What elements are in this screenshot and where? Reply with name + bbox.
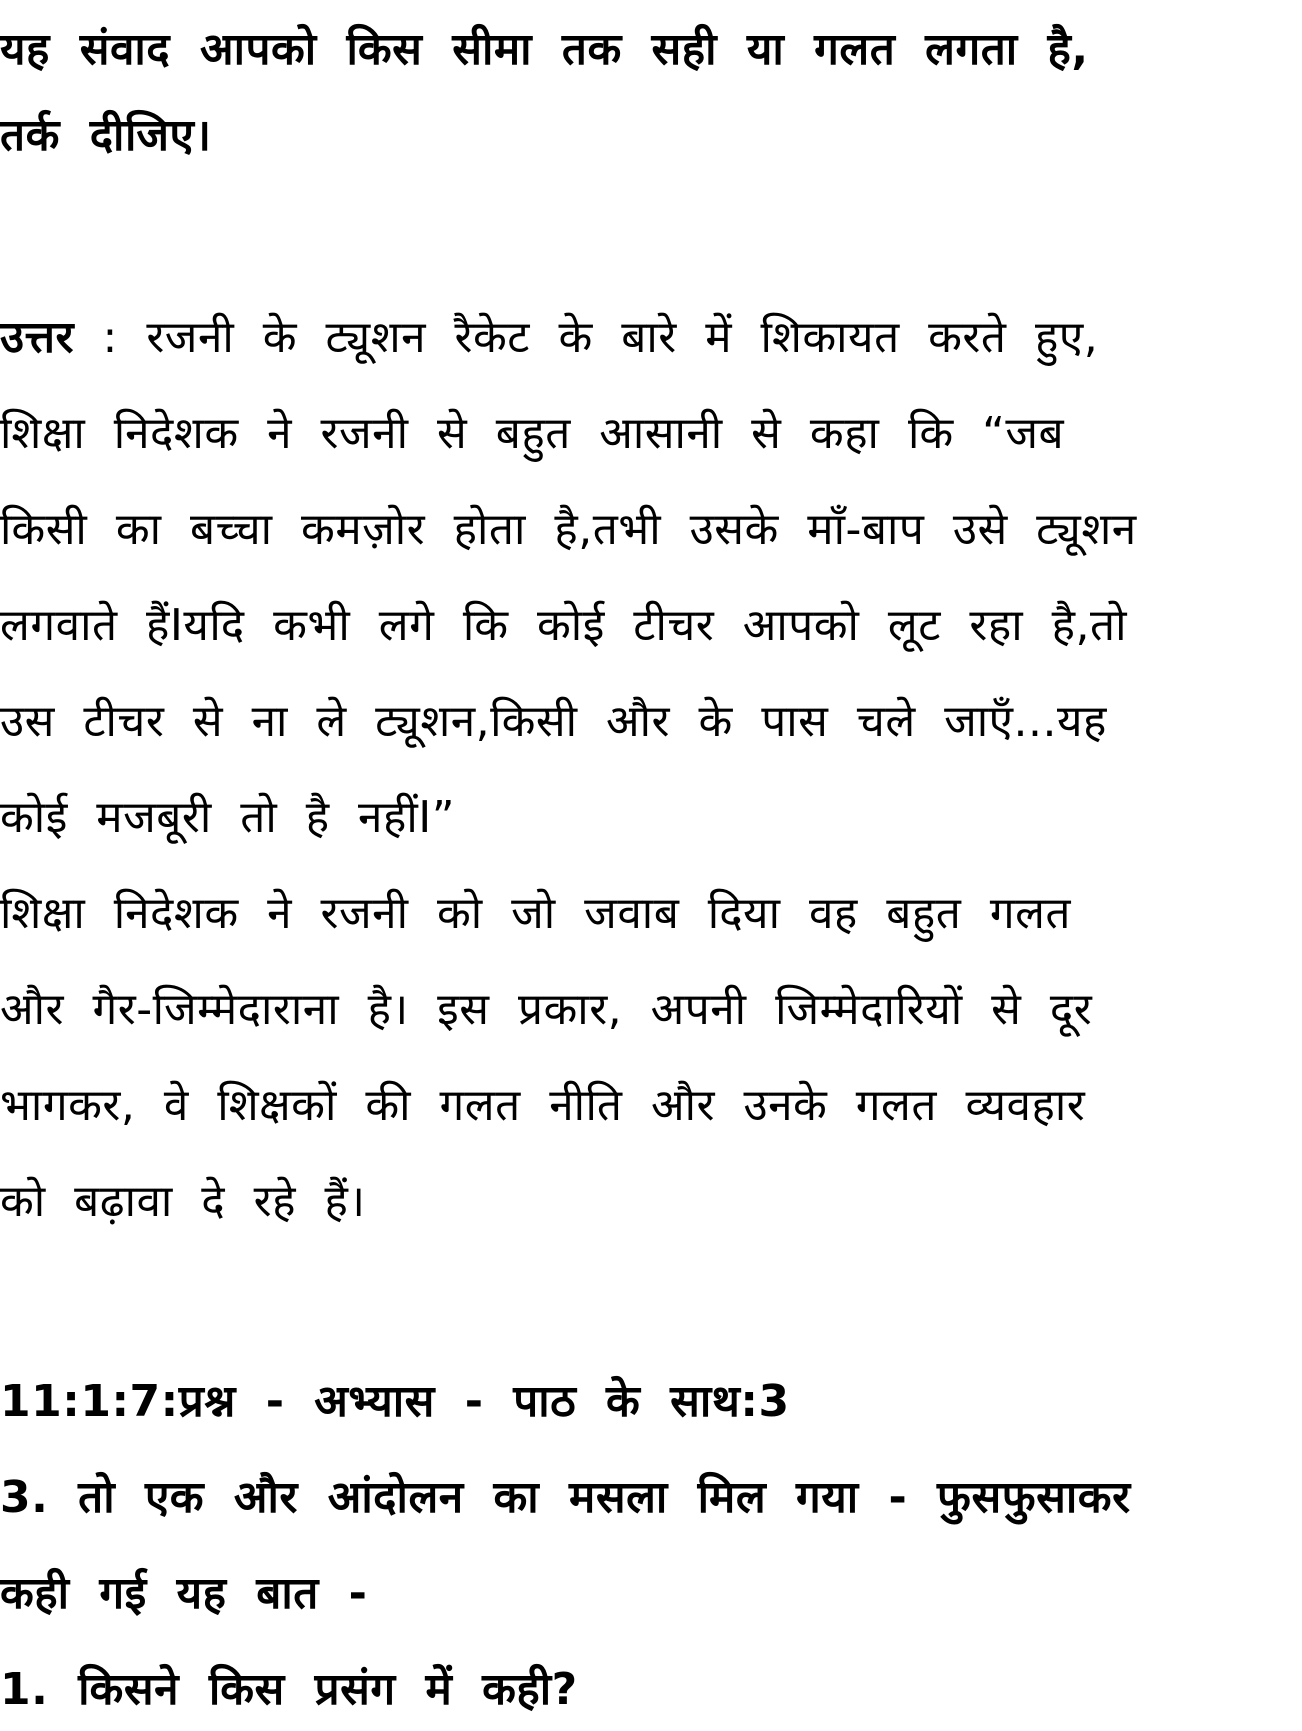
question-line-2: तर्क दीजिए। <box>0 110 212 161</box>
question-line-1: यह संवाद आपको किस सीमा तक सही या गलत लगता है, <box>0 24 1089 75</box>
answer-separator: : <box>74 312 147 363</box>
answer-line-8: और गैर-जिम्मेदाराना है। इस प्रकार, अपनी जिम्मेदारियों से दूर <box>0 984 1093 1035</box>
question-3-subquestion-1: 1. किसने किस प्रसंग में कही? <box>0 1664 578 1715</box>
answer-label: उत्तर <box>0 312 75 363</box>
answer-line-6: कोई मजबूरी तो है नहींI” <box>0 792 456 843</box>
answer-line-10: को बढ़ावा दे रहे हैं। <box>0 1176 366 1227</box>
answer-line-5: उस टीचर से ना ले ट्यूशन,किसी और के पास चले जाएँ...यह <box>0 696 1107 747</box>
question-3-line-2: कही गई यह बात - <box>0 1568 368 1619</box>
answer-line-1 <box>0 312 1099 363</box>
answer-line-2: शिक्षा निदेशक ने रजनी से बहुत आसानी से कहा कि “जब <box>0 408 1065 459</box>
answer-line-4: लगवाते हैंIयदि कभी लगे कि कोई टीचर आपको लूट रहा है,तो <box>0 600 1127 651</box>
answer-line-9: भागकर, वे शिक्षकों की गलत नीति और उनके गलत व्यवहार <box>0 1080 1086 1131</box>
answer-line-1-text: रजनी के ट्यूशन रैकेट के बारे में शिकायत करते हुए, <box>146 312 1099 363</box>
answer-line-3: किसी का बच्चा कमज़ोर होता है,तभी उसके माँ-बाप उसे ट्यूशन <box>0 504 1137 555</box>
answer-line-7: शिक्षा निदेशक ने रजनी को जो जवाब दिया वह बहुत गलत <box>0 888 1072 939</box>
section-heading: 11:1:7:प्रश्न - अभ्यास - पाठ के साथ:3 <box>0 1376 790 1427</box>
question-3-line-1: 3. तो एक और आंदोलन का मसला मिल गया - फुसफुसाकर <box>0 1472 1131 1523</box>
